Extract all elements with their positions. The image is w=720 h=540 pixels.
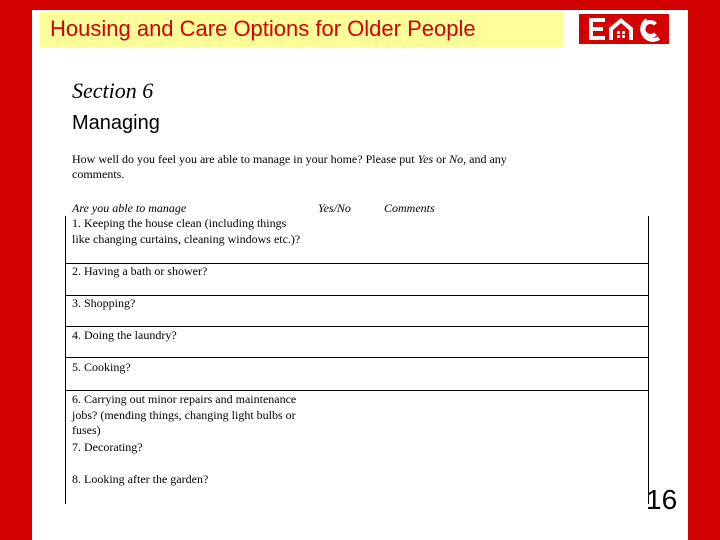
frame-right <box>688 0 720 540</box>
question-shopping: 3. Shopping? <box>72 296 136 310</box>
table-row-divider <box>65 357 649 358</box>
instructions-yes: Yes <box>417 152 434 166</box>
instructions-or: or <box>433 152 450 166</box>
section-heading: Managing <box>72 112 160 134</box>
eac-logo <box>577 12 671 46</box>
eac-logo-icon <box>579 14 669 44</box>
question-bathing: 2. Having a bath or shower? <box>72 264 208 278</box>
instructions-text-end: , and any comments. <box>72 152 507 181</box>
frame-left <box>0 0 32 540</box>
frame-top <box>0 0 720 10</box>
question-cooking: 5. Cooking? <box>72 360 131 374</box>
question-laundry: 4. Doing the laundry? <box>72 328 177 342</box>
instructions-text-start: How well do you feel you are able to manage in your home? Please put <box>72 152 418 166</box>
page-number: 16 <box>646 484 678 515</box>
section-label: Section 6 <box>72 78 154 103</box>
question-repairs: 6. Carrying out minor repairs and maintenance jobs? (mending things, changing light bulbs or fuses) <box>72 392 297 437</box>
table-row-divider <box>65 390 649 391</box>
title-banner <box>40 11 564 47</box>
question-garden: 8. Looking after the garden? <box>72 472 209 486</box>
instructions-no: No <box>449 152 464 166</box>
column-header-yes-no: Yes/No <box>318 201 351 215</box>
section-instructions <box>72 152 562 182</box>
question-decorating: 7. Decorating? <box>72 440 143 454</box>
table-row-divider <box>65 326 649 327</box>
question-cleaning: 1. Keeping the house clean (including things like changing curtains, cleaning windows etc.)? <box>72 216 301 246</box>
page-title: Housing and Care Options for Older People <box>50 16 476 41</box>
column-header-comments: Comments <box>384 201 435 215</box>
column-header-question: Are you able to manage <box>72 201 187 215</box>
